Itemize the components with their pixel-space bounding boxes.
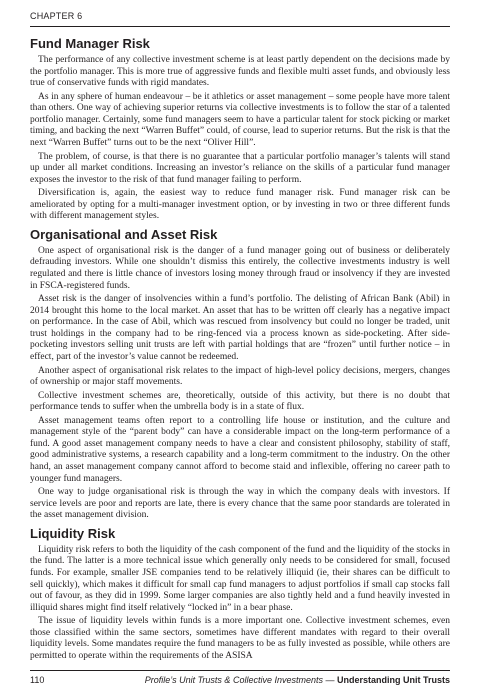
paragraph: The issue of liquidity levels within funds is a more important one. Collective investment schemes, even those classified within the same sectors, sometimes have different mandates with regard to their overall liquidity levels. Some mandates require the fund managers to be as fully invested as possible, while others are permitted to operate within the requirements of the ASISA — [30, 616, 450, 661]
paragraph: Asset management teams often report to a controlling life house or institution, and the culture and management style of the “parent body” can have a considerable impact on the long-term performance of a fund. A good asset management company needs to have a clear and consistent philosophy, stability of staff, good administrative systems, a research capability and a long-term commitment to the industry. On the other hand, an asset management company cannot afford to become staid and inflexible, offering no career path to younger fund managers. — [30, 415, 450, 484]
footer-rule — [30, 670, 450, 671]
paragraph: One way to judge organisational risk is through the way in which the company deals with investors. If service levels are poor and reports are late, there is every chance that the same poor standards are tolerated in the asset management division. — [30, 487, 450, 521]
paragraph: Asset risk is the danger of insolvencies within a fund’s portfolio. The delisting of African Bank (Abil) in 2014 brought this home to the local market. An asset that has to be written off clearly has a negative impact on performance. In the case of Abil, which was rescued from insolvency but could no longer be traded, unit trust holdings in the company had to be ring-fenced via a process known as side-pocketing. After side-pocketing investors selling unit trusts are left with partial holdings that are “frozen” until further notice – in effect, part of the investor’s value cannot be redeemed. — [30, 294, 450, 362]
page-number: 110 — [30, 675, 45, 685]
paragraph: Collective investment schemes are, theoretically, outside of this activity, but there is no doubt that performance tends to suffer when the umbrella body is in a state of flux. — [30, 390, 450, 413]
section-heading: Fund Manager Risk — [30, 36, 150, 51]
running-footer-title — [145, 675, 450, 685]
page-body — [30, 36, 450, 664]
paragraph: The performance of any collective investment scheme is at least partly dependent on the decisions made by the portfolio manager. This is more true of aggressive funds and flexible multi asset funds, and obviously less true of conservative funds with rigid mandates. — [30, 55, 450, 89]
header-rule — [30, 26, 450, 27]
paragraph: As in any sphere of human endeavour – be it athletics or asset management – some people have more talent than others. One way of achieving superior returns via collective investments is to follow the star of a talented portfolio manager. Certainly, some fund managers seem to have a particular talent for stock picking or market timing, and backing the next “Warren Buffet” could, of course, lead to superior returns. But the risk is that the next “Warren Buffet” turns out to be the next “Oliver Hill”. — [30, 91, 450, 148]
section-heading: Organisational and Asset Risk — [30, 226, 218, 242]
chapter-header: CHAPTER 6 — [30, 11, 83, 21]
footer-title-bold: Understanding Unit Trusts — [336, 675, 450, 685]
paragraph: Diversification is, again, the easiest way to reduce fund manager risk. Fund manager risk can be ameliorated by opting for a multi-manager investment option, or by investing in two or three different funds with different management styles. — [30, 188, 450, 222]
paragraph: The problem, of course, is that there is no guarantee that a particular portfolio manager’s talents will stand up under all market conditions. Increasing an investor’s reliance on the skills of a particular fund manager exposes the investor to the risk of that fund manager failing to perform. — [30, 151, 450, 185]
paragraph: Liquidity risk refers to both the liquidity of the cash component of the fund and the liquidity of the stocks in the fund. The latter is a more technical issue which generally only needs to be considered for small, focused funds. For example, smaller JSE companies tend to be relatively illiquid (ie, their shares can be difficult to sell quickly), which makes it difficult for small cap fund managers to adjust portfolios if small cap stocks fall out of favour, as they did in 1999. Some larger companies are also tightly held and a fund heavily invested in illiquid shares might find itself relatively “locked in” in a bear phase. — [30, 544, 450, 613]
paragraph: One aspect of organisational risk is the danger of a fund manager going out of business or deliberately defrauding investors. While one shouldn’t dismiss this entirely, the collective investments industry is well regulated and there is little chance of investors losing money through fraud or insolvency if they are invested in FSCA-registered funds. — [30, 245, 450, 291]
section-heading: Liquidity Risk — [30, 525, 116, 541]
footer-title-italic: Profile’s Unit Trusts & Collective Investments — — [144, 675, 337, 685]
paragraph: Another aspect of organisational risk relates to the impact of high-level policy decisions, mergers, changes of ownership or major staff movements. — [30, 365, 450, 388]
